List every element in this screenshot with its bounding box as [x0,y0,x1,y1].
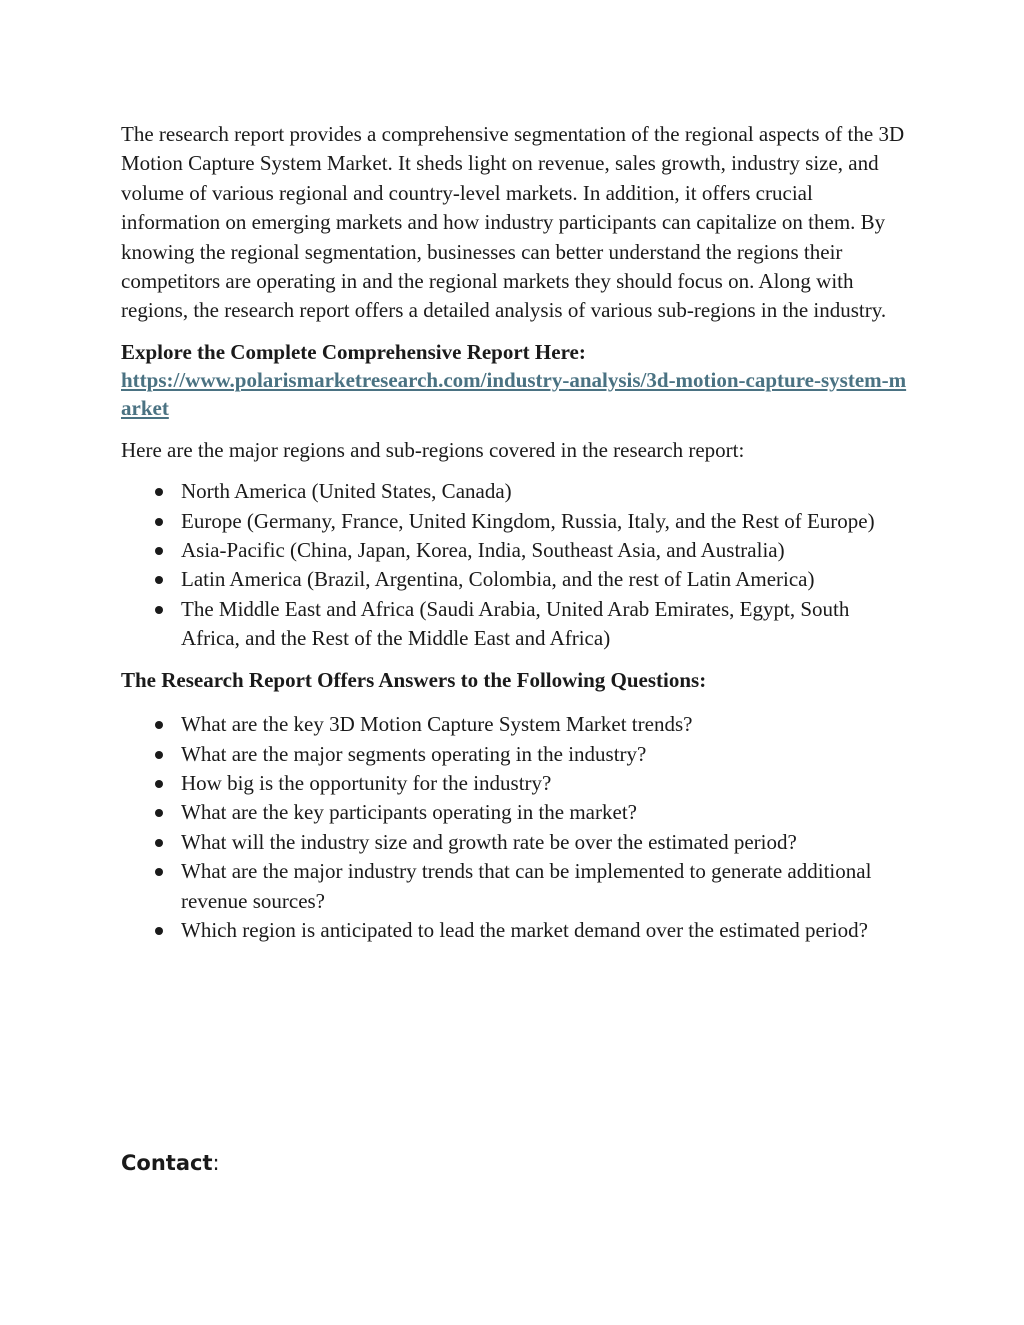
list-item: What are the major segments operating in the industry? [121,740,911,769]
contact-label: Contact [121,1151,213,1175]
list-item: How big is the opportunity for the industry? [121,769,911,798]
report-link[interactable]: https://www.polarismarketresearch.com/industry-analysis/3d-motion-capture-system-market [121,367,907,420]
list-item: Latin America (Brazil, Argentina, Colombia, and the rest of Latin America) [121,565,911,594]
bullet-icon [155,488,163,496]
regions-list [121,477,911,653]
list-item: Which region is anticipated to lead the market demand over the estimated period? [121,916,911,945]
list-item: The Middle East and Africa (Saudi Arabia, United Arab Emirates, Egypt, South Africa, and the Rest of the Middle East and Africa) [121,595,911,654]
bullet-icon [155,809,163,817]
regions-intro: Here are the major regions and sub-regions covered in the research report: [121,437,745,462]
bullet-icon [155,547,163,555]
list-item: What are the major industry trends that can be implemented to generate additional revenue sources? [121,857,911,916]
questions-heading: The Research Report Offers Answers to the Following Questions: [121,667,707,692]
document-body [121,120,911,945]
list-item: Asia-Pacific (China, Japan, Korea, India, Southeast Asia, and Australia) [121,536,911,565]
intro-paragraph: The research report provides a comprehensive segmentation of the regional aspects of the 3D Motion Capture System Market. It sheds light on revenue, sales growth, industry size, and volume of various regional and country-level markets. In addition, it offers crucial information on emerging markets and how industry participants can capitalize on them. By knowing the regional segmentation, businesses can better understand the regions their competitors are operating in and the regional markets they should focus on. Along with regions, the research report offers a detailed analysis of various sub-regions in the industry. [121,122,905,323]
questions-list [121,710,911,945]
bullet-icon [155,839,163,847]
list-item: What are the key participants operating in the market? [121,798,911,827]
bullet-icon [155,868,163,876]
explore-heading: Explore the Complete Comprehensive Report Here: [121,339,586,364]
bullet-icon [155,780,163,788]
bullet-icon [155,927,163,935]
list-item: What are the key 3D Motion Capture System Market trends? [121,710,911,739]
contact-colon: : [212,1151,220,1175]
bullet-icon [155,721,163,729]
list-item: Europe (Germany, France, United Kingdom, Russia, Italy, and the Rest of Europe) [121,507,911,536]
contact-heading [121,1148,220,1178]
bullet-icon [155,751,163,759]
list-item: What will the industry size and growth rate be over the estimated period? [121,828,911,857]
list-item: North America (United States, Canada) [121,477,911,506]
bullet-icon [155,606,163,614]
bullet-icon [155,576,163,584]
bullet-icon [155,518,163,526]
